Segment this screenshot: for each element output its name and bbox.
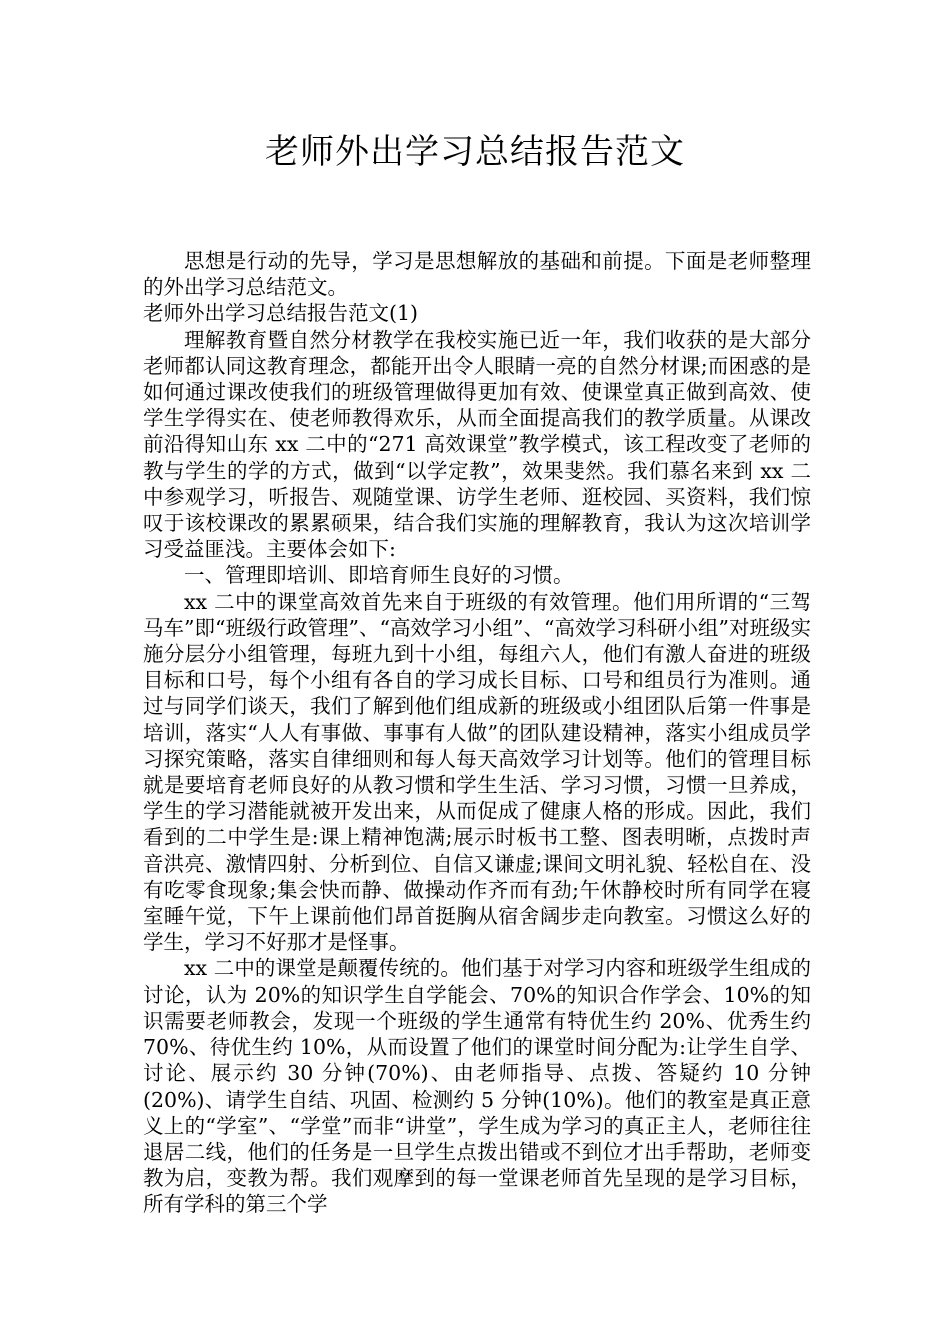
section-heading: 老师外出学习总结报告范文(1) [143,301,419,326]
paragraph: xx 二中的课堂高效首先来自于班级的有效管理。他们用所谓的“三驾马车”即“班级行政管理”、“高效学习小组”、“高效学习科研小组”对班级实施分层分小组管理，每班九到十小组，每组六人，他们有激人奋进的班级目标和口号，每个小组有各自的学习成长目标、口号和组员行为准则。通过与同学们谈天，我们了解到他们组成新的班级或小组团队后第一件事是培训，落实“人人有事做、事事有人做”的团队建设精神，落实小组成员学习探究策略，落实自律细则和每人每天高效学习计划等。他们的管理目标就是要培育老师良好的从教习惯和学生生活、学习习惯，习惯一旦养成，学生的学习潜能就被开发出来，从而促成了健康人格的形成。因此，我们看到的二中学生是:课上精神饱满;展示时板书工整、图表明晰，点拨时声音洪亮、激情四射、分析到位、自信又谦虚;课间文明礼貌、轻松自在、没有吃零食现象;集会快而静、做操动作齐而有劲;午休静校时所有同学在寝室睡午觉，下午上课前他们昂首挺胸从宿舍阔步走向教室。习惯这么好的学生，学习不好那才是怪事。 [143,589,811,955]
document-title: 老师外出学习总结报告范文 [265,132,685,172]
document-body [143,248,811,1218]
paragraph: 思想是行动的先导，学习是思想解放的基础和前提。下面是老师整理的外出学习总结范文。 [143,249,811,300]
subsection-heading: 一、管理即培训、即培育师生良好的习惯。 [184,563,574,588]
paragraph: 理解教育暨自然分材教学在我校实施已近一年，我们收获的是大部分老师都认同这教育理念，都能开出令人眼睛一亮的自然分材课;而困惑的是如何通过课改使我们的班级管理做得更加有效、使课堂真正做到高效、使学生学得实在、使老师教得欢乐，从而全面提高我们的教学质量。从课改前沿得知山东 xx 二中的“271 高效课堂”教学模式，该工程改变了老师的教与学生的学的方式，做到“以学定教”，效果斐然。我们慕名来到 xx 二中参观学习，听报告、观随堂课、访学生老师、逛校园、买资料，我们惊叹于该校课改的累累硕果，结合我们实施的理解教育，我认为这次培训学习受益匪浅。主要体会如下: [143,327,811,562]
paragraph: xx 二中的课堂是颠覆传统的。他们基于对学习内容和班级学生组成的讨论，认为 20%的知识学生自学能会、70%的知识合作学会、10%的知识需要老师教会，发现一个班级的学生通常有特优生约 20%、优秀生约 70%、待优生约 10%，从而设置了他们的课堂时间分配为:让学生自学、讨论、展示约 30 分钟(70%)、由老师指导、点拨、答疑约 10 分钟(20%)、请学生自结、巩固、检测约 5 分钟(10%)。他们的教室是真正意义上的“学室”、“学堂”而非“讲堂”，学生成为学习的真正主人，老师往往退居二线，他们的任务是一旦学生点拨出错或不到位才出手帮助，老师变教为启，变教为帮。我们观摩到的每一堂课老师首先呈现的是学习目标，所有学科的第三个学 [143,956,811,1217]
